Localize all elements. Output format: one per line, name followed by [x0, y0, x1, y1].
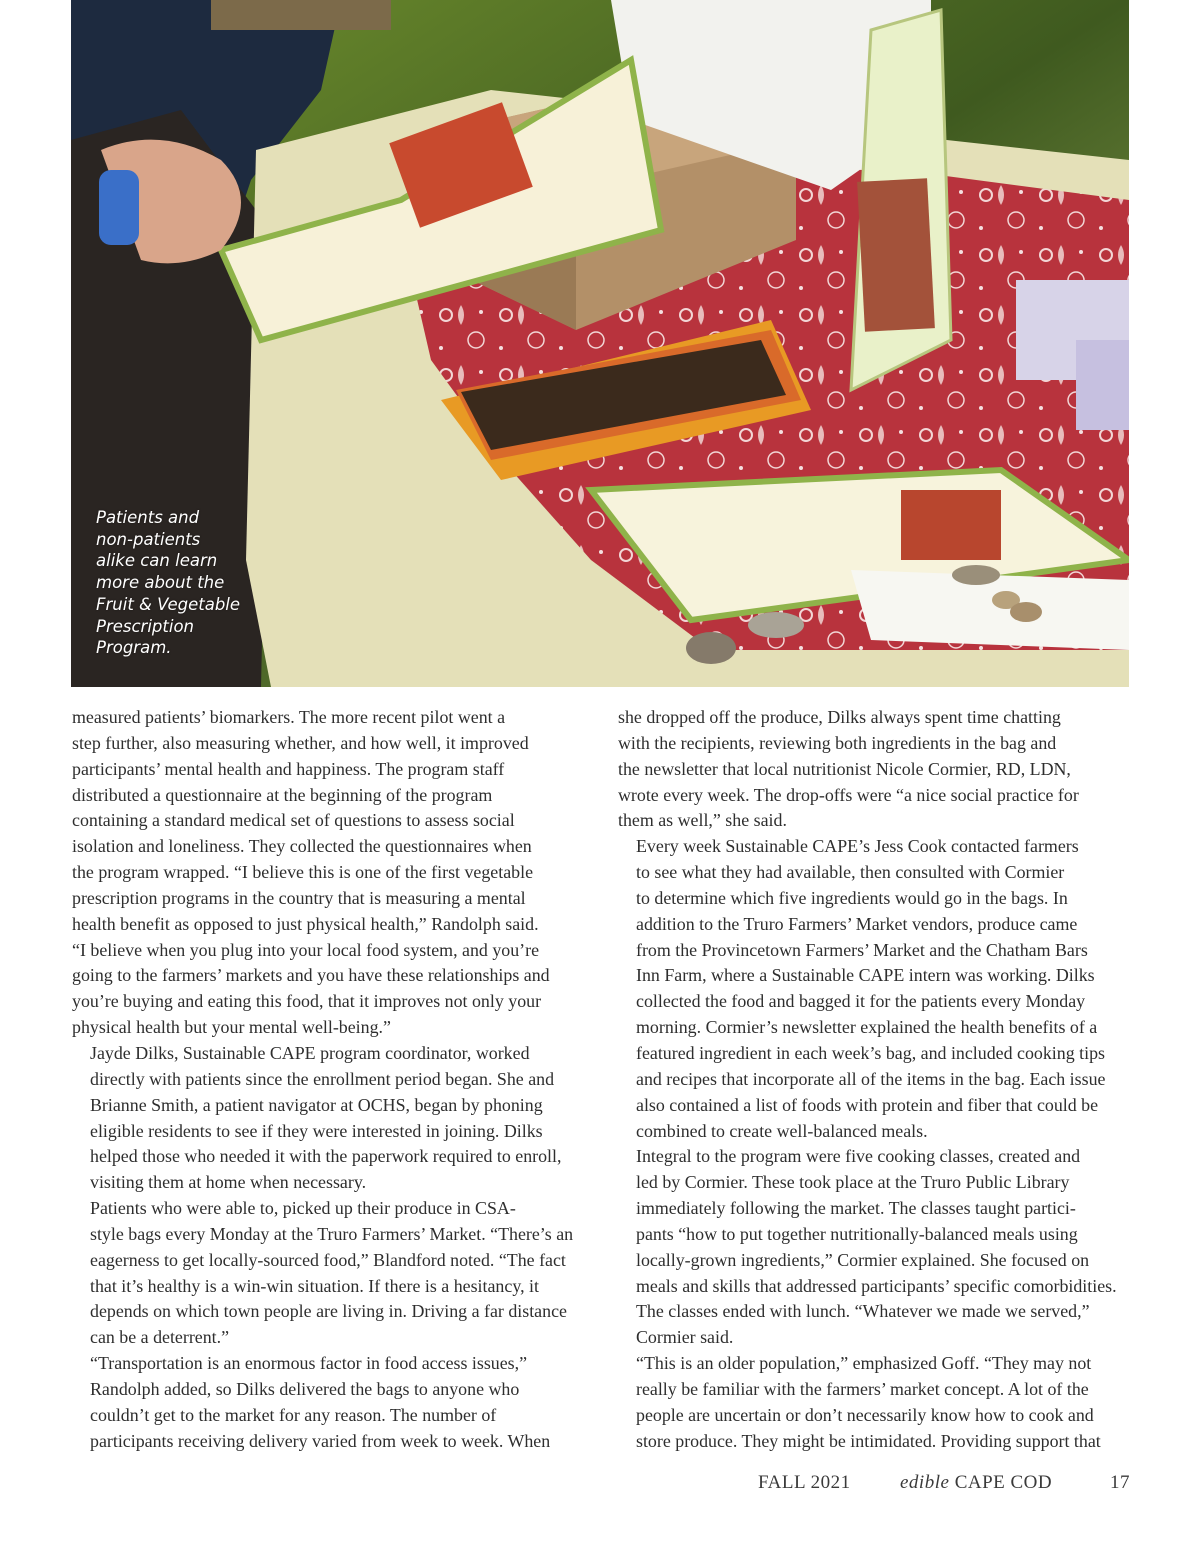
- text-line: measured patients’ biomarkers. The more recent pilot went a: [72, 707, 506, 727]
- text-line: that it’s healthy is a win-win situation. If there is a hesitancy, it: [90, 1275, 539, 1296]
- text-line: distributed a questionnaire at the beginning of the program: [72, 784, 493, 805]
- text-line: collected the food and bagged it for the patients every Monday: [636, 991, 1086, 1012]
- text-line: going to the farmers’ markets and you have these relationships and: [72, 965, 550, 986]
- text-line: prescription programs in the country that is measuring a mental: [72, 887, 526, 908]
- text-line: Cormier said.: [636, 1327, 734, 1348]
- text-line: The classes ended with lunch. “Whatever we made we served,”: [636, 1301, 1090, 1322]
- text-line: featured ingredient in each week’s bag, and included cooking tips: [636, 1042, 1105, 1063]
- text-line: from the Provincetown Farmers’ Market and the Chatham Bars: [636, 939, 1088, 960]
- text-line: containing a standard medical set of questions to assess social: [72, 810, 515, 831]
- text-line: Brianne Smith, a patient navigator at OCHS, began by phoning: [90, 1094, 543, 1115]
- text-line: led by Cormier. These took place at the Truro Public Library: [636, 1172, 1070, 1193]
- text-line: she dropped off the produce, Dilks always spent time chatting: [618, 707, 1061, 727]
- text-line: step further, also measuring whether, and how well, it improved: [72, 732, 529, 753]
- text-line: “Transportation is an enormous factor in food access issues,”: [90, 1353, 528, 1374]
- article-column-left: [72, 705, 587, 1454]
- text-line: combined to create well-balanced meals.: [636, 1120, 928, 1141]
- photo-caption: Patients and non-patients alike can learn more about the Fruit & Vegetable Prescription Program.: [96, 508, 241, 658]
- text-line: participants receiving delivery varied from week to week. When: [90, 1430, 551, 1451]
- article-paragraph: [72, 1041, 587, 1196]
- text-line: Every week Sustainable CAPE’s Jess Cook contacted farmers: [636, 836, 1079, 857]
- article-photo: [71, 0, 1129, 687]
- article-paragraph: [72, 1351, 587, 1454]
- article-paragraph: [72, 1196, 587, 1351]
- page-footer: [0, 1472, 1200, 1502]
- article-column-right: [618, 705, 1133, 1454]
- text-line: eagerness to get locally-sourced food,” Blandford noted. “The fact: [90, 1249, 566, 1270]
- text-line: pants “how to put together nutritionally-balanced meals using: [636, 1223, 1078, 1244]
- text-line: “This is an older population,” emphasized Goff. “They may not: [636, 1353, 1092, 1374]
- text-line: eligible residents to see if they were interested in joining. Dilks: [90, 1120, 543, 1141]
- text-line: addition to the Truro Farmers’ Market vendors, produce came: [636, 913, 1078, 934]
- text-line: immediately following the market. The classes taught partici-: [636, 1198, 1076, 1219]
- text-line: and recipes that incorporate all of the items in the bag. Each issue: [636, 1068, 1106, 1089]
- article-paragraph: [618, 705, 1133, 834]
- text-line: the program wrapped. “I believe this is one of the first vegetable: [72, 862, 534, 883]
- text-line: to determine which five ingredients would go in the bags. In: [636, 887, 1068, 908]
- article-paragraph: [72, 705, 587, 1041]
- article-paragraph: [618, 1351, 1133, 1454]
- text-line: participants’ mental health and happiness. The program staff: [72, 758, 505, 779]
- text-line: you’re buying and eating this food, that it improves not only your: [72, 991, 542, 1012]
- text-line: locally-grown ingredients,” Cormier explained. She focused on: [636, 1249, 1090, 1270]
- text-line: also contained a list of foods with protein and fiber that could be: [636, 1094, 1099, 1115]
- text-line: store produce. They might be intimidated. Providing support that: [636, 1430, 1101, 1451]
- text-line: morning. Cormier’s newsletter explained the health benefits of a: [636, 1017, 1098, 1038]
- text-line: directly with patients since the enrollment period began. She and: [90, 1068, 555, 1089]
- text-line: really be familiar with the farmers’ market concept. A lot of the: [636, 1378, 1089, 1399]
- page-number: 17: [1110, 1472, 1130, 1493]
- text-line: couldn’t get to the market for any reason. The number of: [90, 1404, 497, 1425]
- text-line: meals and skills that addressed participants’ specific comorbidities.: [636, 1275, 1117, 1296]
- text-line: style bags every Monday at the Truro Farmers’ Market. “There’s an: [90, 1223, 574, 1244]
- magazine-name: [900, 1472, 1052, 1494]
- text-line: Randolph added, so Dilks delivered the bags to anyone who: [90, 1378, 520, 1399]
- text-line: wrote every week. The drop-offs were “a nice social practice for: [618, 784, 1079, 805]
- text-line: the newsletter that local nutritionist Nicole Cormier, RD, LDN,: [618, 758, 1071, 779]
- text-line: to see what they had available, then consulted with Cormier: [636, 862, 1065, 883]
- text-line: Jayde Dilks, Sustainable CAPE program coordinator, worked: [90, 1042, 530, 1063]
- text-line: with the recipients, reviewing both ingredients in the bag and: [618, 732, 1057, 753]
- text-line: helped those who needed it with the paperwork required to enroll,: [90, 1146, 562, 1167]
- magazine-name-italic: edible: [900, 1472, 950, 1493]
- issue-label: FALL 2021: [758, 1472, 851, 1493]
- text-line: isolation and loneliness. They collected the questionnaires when: [72, 836, 532, 857]
- text-line: Patients who were able to, picked up their produce in CSA-: [90, 1198, 516, 1219]
- text-line: depends on which town people are living in. Driving a far distance: [90, 1301, 567, 1322]
- text-line: visiting them at home when necessary.: [90, 1172, 367, 1193]
- article-paragraph: [618, 834, 1133, 1144]
- article-paragraph: [618, 1144, 1133, 1351]
- magazine-name-rest: CAPE COD: [949, 1472, 1053, 1493]
- text-line: health benefit as opposed to just physical health,” Randolph said.: [72, 913, 539, 934]
- text-line: people are uncertain or don’t necessarily know how to cook and: [636, 1404, 1094, 1425]
- text-line: physical health but your mental well-being.”: [72, 1017, 391, 1038]
- text-line: Integral to the program were five cooking classes, created and: [636, 1146, 1081, 1167]
- text-line: Inn Farm, where a Sustainable CAPE intern was working. Dilks: [636, 965, 1095, 986]
- text-line: “I believe when you plug into your local food system, and you’re: [72, 939, 540, 960]
- text-line: them as well,” she said.: [618, 810, 787, 831]
- text-line: can be a deterrent.”: [90, 1327, 230, 1348]
